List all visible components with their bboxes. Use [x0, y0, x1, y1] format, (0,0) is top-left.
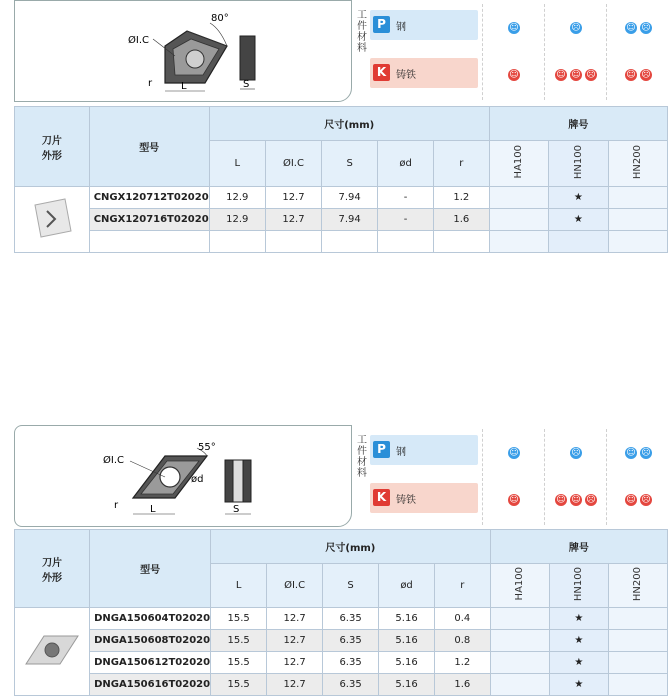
frown-face-icon: ☹: [641, 23, 651, 33]
ic-label: ØI.C: [128, 35, 149, 46]
table-row: [15, 630, 668, 652]
ic-cell: 12.7: [265, 209, 321, 231]
s-label: S: [233, 504, 240, 515]
table-row: [15, 231, 668, 253]
p-badge: P: [373, 16, 390, 33]
grade-hn200: HN200: [632, 144, 644, 180]
col-l: L: [209, 141, 265, 187]
model-cell: DNGA150608T02020: [90, 630, 211, 652]
frown-face-icon: ☹: [571, 23, 581, 33]
insert-diagram-panel: [14, 0, 352, 102]
smile-face-icon: ☺: [626, 23, 636, 33]
table-row: [15, 674, 668, 696]
grade-hn100: HN100: [572, 144, 584, 180]
smile-face-icon: ☺: [626, 448, 636, 458]
insert-photo-icon: [27, 193, 77, 243]
col-r: r: [435, 564, 491, 608]
dimensions-header: 尺寸(mm): [209, 107, 489, 141]
model-cell: CNGX120716T02020: [89, 209, 209, 231]
grade-col-hn100: [544, 4, 606, 100]
model-cell: CNGX120712T02020: [89, 187, 209, 209]
d-cell: 5.16: [379, 674, 435, 696]
l-cell: 12.9: [209, 187, 265, 209]
model-cell: DNGA150612T02020: [90, 652, 211, 674]
smile-face-icon: ☺: [509, 70, 519, 80]
insert-photo-icon: [22, 620, 82, 680]
col-ic: ØI.C: [267, 564, 323, 608]
smile-face-icon: ☺: [509, 23, 519, 33]
grade-header: 牌号: [490, 530, 667, 564]
col-s: S: [323, 564, 379, 608]
frown-face-icon: ☹: [586, 70, 596, 80]
smile-face-icon: ☺: [571, 70, 581, 80]
p-badge: P: [373, 441, 390, 458]
ic-label: ØI.C: [103, 455, 124, 466]
grade-hn100: HN100: [573, 566, 585, 602]
r-label: r: [148, 78, 153, 89]
grade-col-hn100: [544, 429, 606, 525]
d-label: ød: [191, 474, 204, 485]
r-label: r: [114, 500, 119, 511]
star-icon: ★: [549, 652, 608, 674]
insert-image-cell: [15, 187, 90, 253]
star-icon: ★: [549, 674, 608, 696]
smile-face-icon: ☺: [571, 495, 581, 505]
smile-face-icon: ☺: [509, 448, 519, 458]
model-header: 型号: [89, 107, 209, 187]
smile-face-icon: ☺: [556, 70, 566, 80]
angle-label: 80°: [211, 13, 229, 24]
workpiece-material-label: 工 件 材 料: [357, 435, 367, 479]
steel-label: 钢: [396, 22, 406, 33]
material-panel: [356, 429, 668, 525]
ic-cell: 12.7: [267, 674, 323, 696]
material-panel: [356, 4, 668, 100]
ic-cell: 12.7: [267, 630, 323, 652]
model-cell: DNGA150616T02020: [90, 674, 211, 696]
dimensions-header: 尺寸(mm): [211, 530, 491, 564]
col-l: L: [211, 564, 267, 608]
r-cell: 1.6: [433, 209, 489, 231]
d-cell: 5.16: [379, 630, 435, 652]
col-d: ød: [378, 141, 434, 187]
cast-iron-label: 铸铁: [396, 70, 416, 81]
grade-ha100: HA100: [514, 567, 526, 601]
spec-table-cngx: [14, 106, 668, 253]
frown-face-icon: ☹: [571, 448, 581, 458]
cngx-diagram: [15, 1, 353, 103]
l-cell: 12.9: [209, 209, 265, 231]
ic-cell: 12.7: [267, 608, 323, 630]
grade-hn200: HN200: [632, 566, 644, 602]
grade-header: 牌号: [489, 107, 667, 141]
d-cell: 5.16: [379, 652, 435, 674]
star-icon: ★: [549, 187, 608, 209]
r-cell: 1.6: [435, 674, 491, 696]
grade-col-hn200: [606, 4, 668, 100]
insert-diagram-panel: [14, 425, 352, 527]
s-cell: 7.94: [322, 209, 378, 231]
s-cell: 6.35: [323, 652, 379, 674]
table-row: [15, 608, 668, 630]
table-row: [15, 187, 668, 209]
workpiece-material-label: 工 件 材 料: [357, 10, 367, 54]
l-cell: 15.5: [211, 608, 267, 630]
s-cell: 6.35: [323, 608, 379, 630]
d-cell: 5.16: [379, 608, 435, 630]
col-ic: ØI.C: [265, 141, 321, 187]
smile-face-icon: ☺: [556, 495, 566, 505]
col-s: S: [322, 141, 378, 187]
angle-label: 55°: [198, 442, 216, 453]
r-cell: 1.2: [433, 187, 489, 209]
k-badge: K: [373, 64, 390, 81]
star-icon: ★: [549, 209, 608, 231]
s-cell: 6.35: [323, 674, 379, 696]
ic-cell: 12.7: [265, 187, 321, 209]
grade-col-ha100: [482, 429, 544, 525]
grade-ha100: HA100: [513, 145, 525, 179]
material-steel: [370, 10, 478, 40]
l-cell: 15.5: [211, 652, 267, 674]
d-cell: -: [378, 187, 434, 209]
insert-side-view: [240, 36, 255, 80]
s-label: S: [243, 79, 250, 90]
l-cell: 15.5: [211, 674, 267, 696]
model-cell: DNGA150604T02020: [90, 608, 211, 630]
steel-label: 钢: [396, 447, 406, 458]
frown-face-icon: ☹: [641, 70, 651, 80]
insert-shape-header: 刀片 外形: [15, 107, 90, 187]
d-cell: -: [378, 209, 434, 231]
grade-col-hn200: [606, 429, 668, 525]
r-cell: 0.4: [435, 608, 491, 630]
frown-face-icon: ☹: [641, 495, 651, 505]
cast-iron-label: 铸铁: [396, 495, 416, 506]
frown-face-icon: ☹: [641, 448, 651, 458]
material-cast-iron: [370, 58, 478, 88]
dnga-diagram: [15, 426, 353, 528]
material-steel: [370, 435, 478, 465]
col-r: r: [433, 141, 489, 187]
insert-shape-header: 刀片 外形: [15, 530, 90, 608]
insert-top-view: [165, 31, 227, 83]
s-cell: 7.94: [322, 187, 378, 209]
star-icon: ★: [549, 630, 608, 652]
l-cell: 15.5: [211, 630, 267, 652]
frown-face-icon: ☹: [586, 495, 596, 505]
r-cell: 0.8: [435, 630, 491, 652]
l-label: L: [181, 81, 187, 92]
smile-face-icon: ☺: [626, 495, 636, 505]
star-icon: ★: [549, 608, 608, 630]
material-cast-iron: [370, 483, 478, 513]
table-row: [15, 209, 668, 231]
spec-table-dnga: [14, 529, 668, 696]
smile-face-icon: ☺: [509, 495, 519, 505]
ic-cell: 12.7: [267, 652, 323, 674]
model-header: 型号: [90, 530, 211, 608]
grade-col-ha100: [482, 4, 544, 100]
k-badge: K: [373, 489, 390, 506]
table-row: [15, 652, 668, 674]
col-d: ød: [379, 564, 435, 608]
r-cell: 1.2: [435, 652, 491, 674]
smile-face-icon: ☺: [626, 70, 636, 80]
s-cell: 6.35: [323, 630, 379, 652]
l-label: L: [150, 504, 156, 515]
insert-image-cell: [15, 608, 90, 696]
